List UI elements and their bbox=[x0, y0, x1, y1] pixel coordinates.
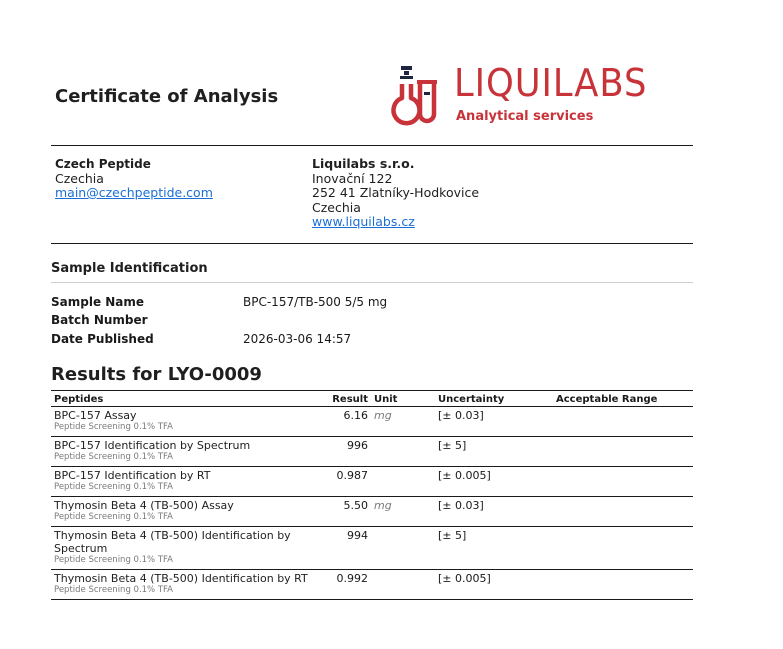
field-label: Batch Number bbox=[51, 313, 148, 327]
field-label: Sample Name bbox=[51, 295, 145, 309]
peptide-cell bbox=[51, 467, 329, 497]
field-value: 2026-03-06 14:57 bbox=[243, 332, 352, 346]
peptide-method: Peptide Screening 0.1% TFA bbox=[54, 512, 173, 522]
uncertainty-value: [± 0.03] bbox=[435, 497, 553, 527]
table-row bbox=[51, 527, 693, 570]
lab-website-link[interactable]: www.liquilabs.cz bbox=[312, 214, 415, 229]
table-row bbox=[51, 437, 693, 467]
table-row bbox=[51, 497, 693, 527]
peptide-name: BPC-157 Identification by Spectrum bbox=[54, 439, 251, 452]
peptide-cell bbox=[51, 497, 329, 527]
uncertainty-value: [± 0.03] bbox=[435, 407, 553, 437]
client-block bbox=[55, 157, 213, 201]
table-row bbox=[51, 467, 693, 497]
client-name: Czech Peptide bbox=[55, 157, 151, 171]
logo-wordmark: LIQUILABS bbox=[454, 61, 648, 105]
peptide-method: Peptide Screening 0.1% TFA bbox=[54, 585, 173, 595]
liquilabs-logo bbox=[388, 62, 698, 128]
peptide-method: Peptide Screening 0.1% TFA bbox=[54, 482, 173, 492]
table-row bbox=[51, 570, 693, 600]
acceptable-range-value bbox=[553, 467, 693, 497]
divider bbox=[51, 145, 693, 146]
acceptable-range-value bbox=[553, 527, 693, 570]
lab-name: Liquilabs s.r.o. bbox=[312, 156, 415, 171]
acceptable-range-value bbox=[553, 570, 693, 600]
table-header-row bbox=[51, 391, 693, 407]
column-header-peptides: Peptides bbox=[51, 391, 329, 407]
lab-block bbox=[312, 157, 479, 230]
uncertainty-value: [± 0.005] bbox=[435, 570, 553, 600]
lab-city: 252 41 Zlatníky-Hodkovice bbox=[312, 185, 480, 200]
divider bbox=[51, 243, 693, 244]
sample-identification-heading: Sample Identification bbox=[51, 261, 208, 276]
acceptable-range-value bbox=[553, 497, 693, 527]
result-value: 0.992 bbox=[329, 570, 371, 600]
results-table bbox=[51, 390, 693, 600]
peptide-name: Thymosin Beta 4 (TB-500) Identification by RT bbox=[54, 572, 308, 585]
peptide-cell bbox=[51, 527, 329, 570]
peptide-cell bbox=[51, 437, 329, 467]
peptide-name: BPC-157 Identification by RT bbox=[54, 469, 211, 482]
peptide-method: Peptide Screening 0.1% TFA bbox=[54, 452, 173, 462]
divider bbox=[51, 282, 693, 283]
uncertainty-value: [± 0.005] bbox=[435, 467, 553, 497]
lab-street: Inovační 122 bbox=[312, 170, 393, 186]
result-value: 0.987 bbox=[329, 467, 371, 497]
field-value: BPC-157/TB-500 5/5 mg bbox=[243, 295, 388, 309]
table-row bbox=[51, 407, 693, 437]
unit-value: mg bbox=[374, 499, 392, 512]
peptide-cell bbox=[51, 407, 329, 437]
peptide-method: Peptide Screening 0.1% TFA bbox=[54, 555, 173, 565]
document-title: Certificate of Analysis bbox=[55, 86, 279, 107]
peptide-method: Peptide Screening 0.1% TFA bbox=[54, 422, 173, 432]
column-header-unit: Unit bbox=[371, 391, 435, 407]
uncertainty-value: [± 5] bbox=[435, 437, 553, 467]
column-header-result: Result bbox=[329, 391, 371, 407]
field-label: Date Published bbox=[51, 332, 154, 346]
client-country: Czechia bbox=[55, 170, 104, 186]
uncertainty-value: [± 5] bbox=[435, 527, 553, 570]
unit-value: mg bbox=[374, 409, 392, 422]
acceptable-range-value bbox=[553, 437, 693, 467]
lab-flask-icon bbox=[388, 62, 446, 128]
result-value: 996 bbox=[329, 437, 371, 467]
result-value: 994 bbox=[329, 527, 371, 570]
lab-country: Czechia bbox=[312, 199, 361, 215]
peptide-name: Thymosin Beta 4 (TB-500) Assay bbox=[54, 499, 234, 512]
client-email-link[interactable]: main@czechpeptide.com bbox=[55, 185, 213, 200]
results-title: Results for LYO-0009 bbox=[51, 364, 262, 385]
acceptable-range-value bbox=[553, 407, 693, 437]
column-header-range: Acceptable Range bbox=[553, 391, 693, 407]
result-value: 6.16 bbox=[329, 407, 371, 437]
column-header-uncertainty: Uncertainty bbox=[435, 391, 553, 407]
peptide-cell bbox=[51, 570, 329, 600]
logo-subtitle: Analytical services bbox=[456, 109, 594, 124]
peptide-name: Thymosin Beta 4 (TB-500) Identification by Spectrum bbox=[54, 529, 291, 555]
result-value: 5.50 bbox=[329, 497, 371, 527]
peptide-name: BPC-157 Assay bbox=[54, 409, 137, 422]
